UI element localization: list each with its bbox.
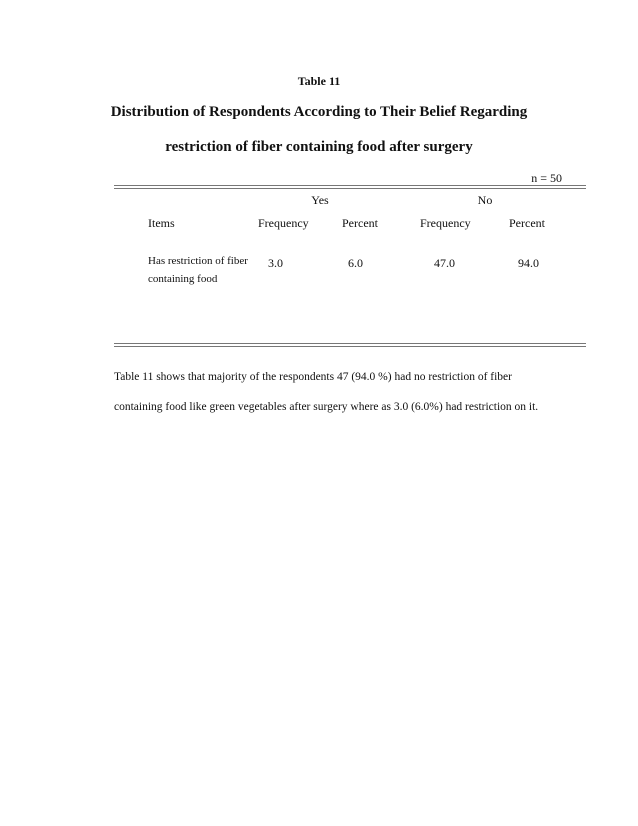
table-cell-yes-frequency: 3.0: [268, 256, 283, 270]
table-cell-yes-percent: 6.0: [348, 256, 363, 270]
column-header-items: Items: [148, 216, 175, 230]
group-header-yes: Yes: [311, 193, 329, 207]
table-cell-item: Has restriction of fiber containing food: [148, 255, 248, 285]
table-caption: Table 11: [297, 74, 341, 88]
table-title-line-1: Distribution of Respondents According to Their Belief Regarding: [110, 104, 528, 120]
table-cell-no-percent: 94.0: [518, 256, 539, 270]
table-top-rule-2: [114, 188, 586, 189]
sample-size-label: n = 50: [531, 171, 562, 185]
paragraph-line-1: Table 11 shows that majority of the respondents 47 (94.0 %) had no restriction of fiber: [114, 371, 512, 383]
table-bottom-rule-2: [114, 346, 586, 347]
group-header-no: No: [477, 193, 493, 207]
table-cell-no-frequency: 47.0: [434, 256, 455, 270]
table-top-rule: [114, 185, 586, 186]
table-title-line-2: restriction of fiber containing food after surgery: [165, 139, 473, 155]
column-header-yes-percent: Percent: [342, 216, 378, 230]
column-header-yes-frequency: Frequency: [258, 216, 309, 230]
table-bottom-rule: [114, 343, 586, 344]
paragraph-line-2: containing food like green vegetables after surgery where as 3.0 (6.0%) had restriction on it.: [114, 401, 539, 413]
column-header-no-percent: Percent: [509, 216, 545, 230]
column-header-no-frequency: Frequency: [420, 216, 471, 230]
